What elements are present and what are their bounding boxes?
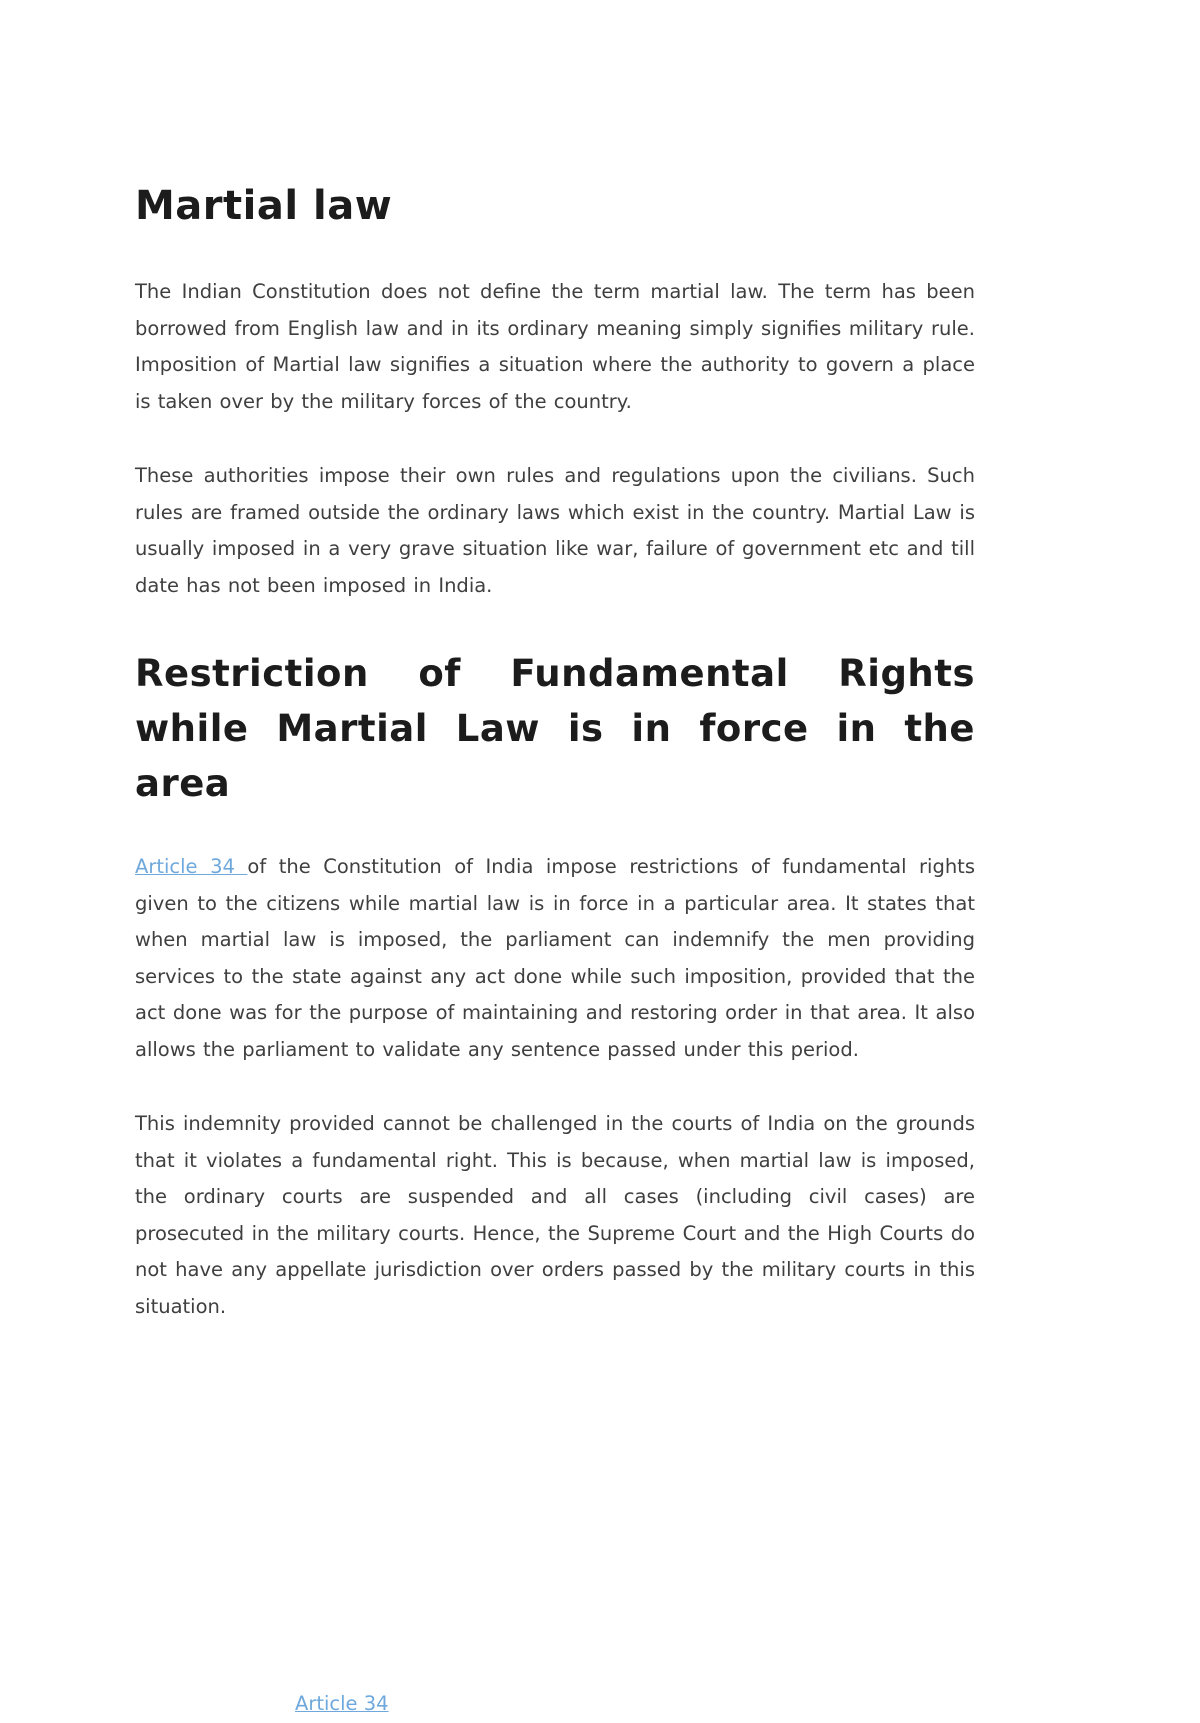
paragraph-indemnity-courts: This indemnity provided cannot be challenged in the courts of India on the grounds that it violates a fundamental right. This is because, when martial law is imposed, the ordinary courts are suspended and all cases (including civil cases) are prosecuted in the military courts. Hence, the Supreme Court and the High Courts do not have any appellate jurisdiction over orders passed by the military courts in this situation.	[135, 1112, 975, 1318]
paragraph-martial-law-definition: The Indian Constitution does not define the term martial law. The term has been borrowed from English law and in its ordinary meaning simply signifies military rule. Imposition of Martial law signifies a situation where the authority to govern a place is taken over by the military forces of the country.	[135, 280, 975, 413]
paragraph-authorities-rules: These authorities impose their own rules and regulations upon the civilians. Such rules are framed outside the ordinary laws which exist in the country. Martial Law is usually imposed in a very grave situation like war, failure of government etc and till date has not been imposed in India.	[135, 464, 975, 597]
document-page	[135, 0, 975, 1715]
document-title: Martial law	[135, 183, 393, 229]
article-34-link[interactable]: Article 34	[135, 855, 248, 878]
paragraph-article-34-text: of the Constitution of India impose restrictions of fundamental rights given to the citizens while martial law is in force in a particular area. It states that when martial law is imposed, the parliament can indemnify the men providing services to the state against any act done while such imposition, provided that the act done was for the purpose of maintaining and restoring order in that area. It also allows the parliament to validate any sentence passed under this period.	[135, 855, 975, 1061]
paragraph-article-34	[135, 849, 975, 1068]
section-heading-restriction-fundamental-rights: Restriction of Fundamental Rights while Martial Law is in force in the area	[135, 652, 975, 805]
bottom-partial-link[interactable]: Article 34	[295, 1692, 389, 1715]
